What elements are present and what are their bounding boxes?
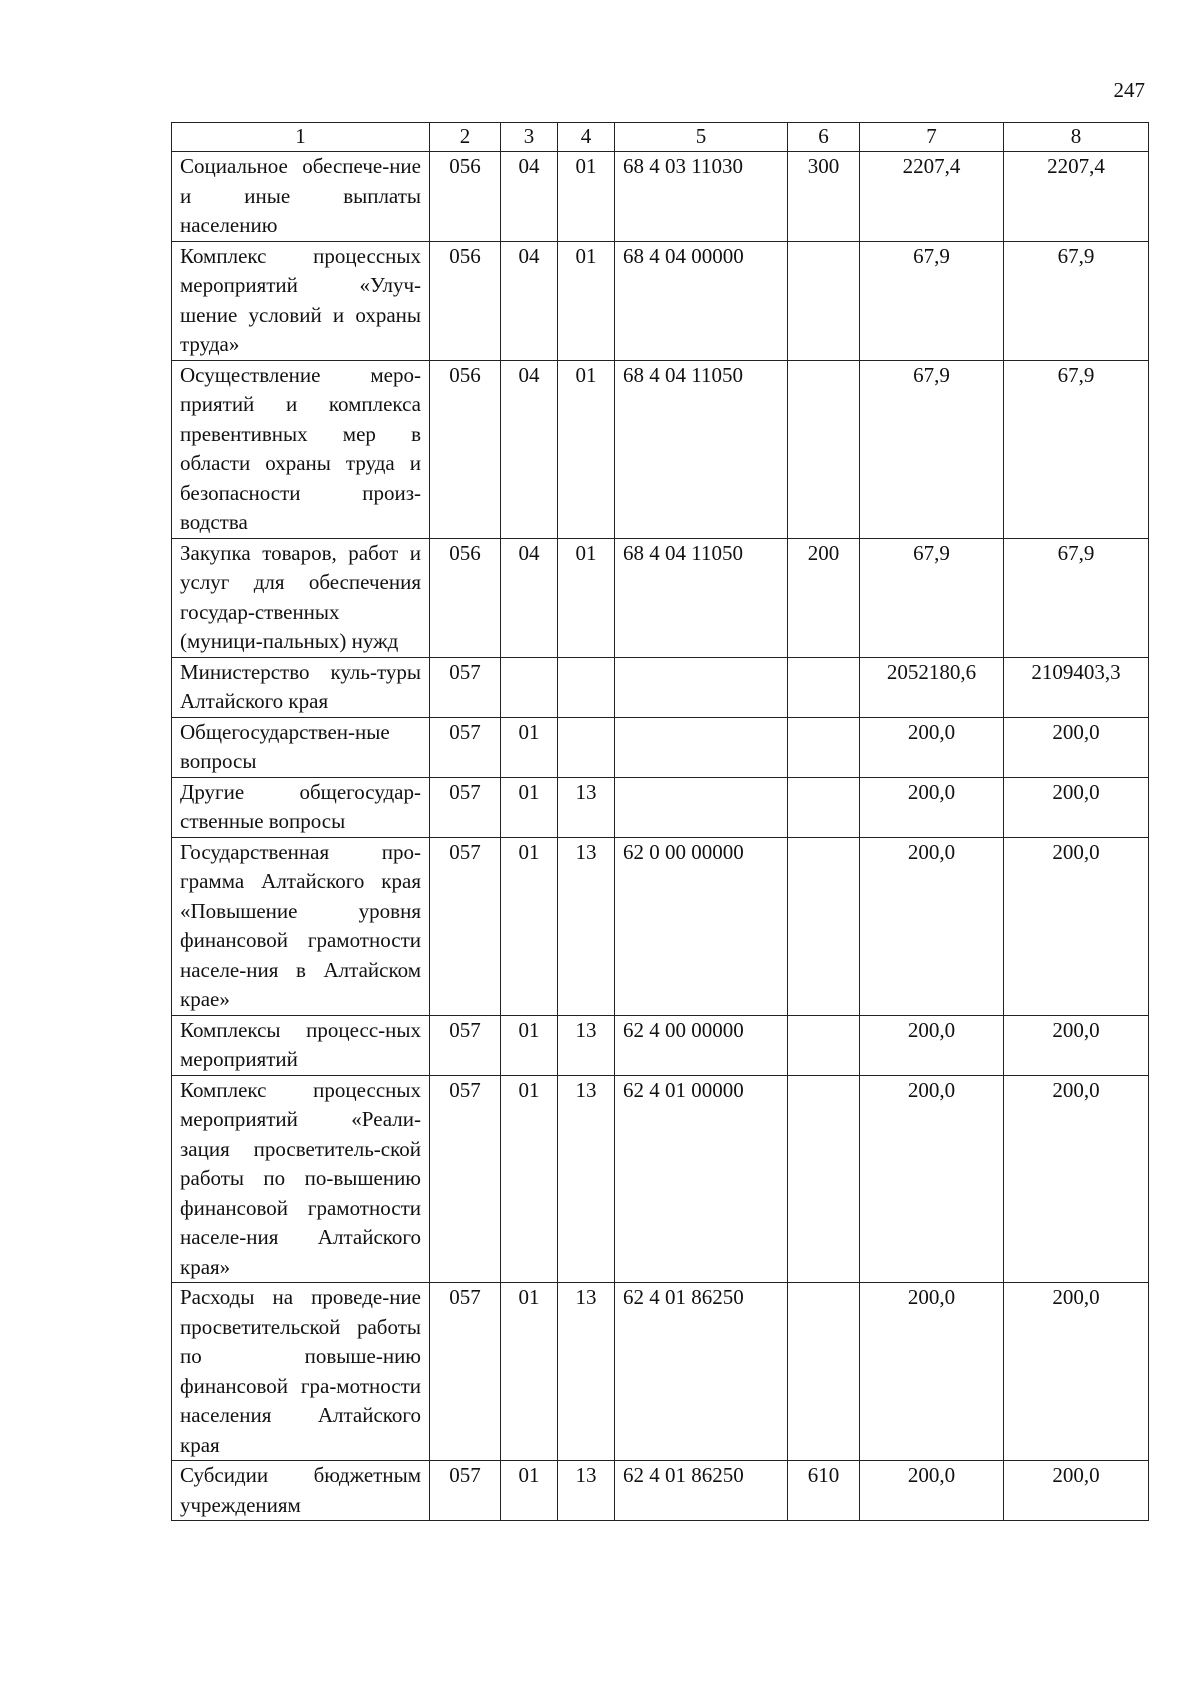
amount-year-1-cell: 200,0 bbox=[860, 717, 1004, 777]
table-row bbox=[172, 152, 1149, 242]
item-name-cell: Субсидии бюджетным учреждениям bbox=[172, 1461, 430, 1521]
item-name-cell: Комплекс процессных мероприятий «Улуч-шение условий и охраны труда» bbox=[172, 241, 430, 360]
table-row bbox=[172, 538, 1149, 657]
section-code-cell: 01 bbox=[501, 837, 558, 1015]
expense-type-code-cell bbox=[788, 1283, 860, 1461]
ministry-code-cell: 057 bbox=[430, 657, 501, 717]
target-item-code-cell: 62 0 00 00000 bbox=[615, 837, 788, 1015]
column-header: 5 bbox=[615, 123, 788, 152]
section-code-cell: 01 bbox=[501, 1015, 558, 1075]
amount-year-2-cell: 200,0 bbox=[1004, 717, 1149, 777]
expense-type-code-cell bbox=[788, 837, 860, 1015]
expense-type-code-cell bbox=[788, 657, 860, 717]
column-header: 8 bbox=[1004, 123, 1149, 152]
table-row bbox=[172, 777, 1149, 837]
target-item-code-cell bbox=[615, 717, 788, 777]
section-code-cell: 04 bbox=[501, 538, 558, 657]
target-item-code-cell: 68 4 04 11050 bbox=[615, 360, 788, 538]
target-item-code-cell bbox=[615, 777, 788, 837]
section-code-cell: 01 bbox=[501, 1461, 558, 1521]
table-row bbox=[172, 360, 1149, 538]
target-item-code-cell: 68 4 03 11030 bbox=[615, 152, 788, 242]
amount-year-1-cell: 67,9 bbox=[860, 241, 1004, 360]
ministry-code-cell: 057 bbox=[430, 837, 501, 1015]
target-item-code-cell: 62 4 01 86250 bbox=[615, 1461, 788, 1521]
expense-type-code-cell bbox=[788, 1075, 860, 1283]
ministry-code-cell: 057 bbox=[430, 717, 501, 777]
subsection-code-cell: 01 bbox=[558, 538, 615, 657]
budget-table bbox=[171, 122, 1149, 1521]
table-row bbox=[172, 1075, 1149, 1283]
amount-year-2-cell: 67,9 bbox=[1004, 360, 1149, 538]
ministry-code-cell: 057 bbox=[430, 1283, 501, 1461]
ministry-code-cell: 056 bbox=[430, 360, 501, 538]
table-row bbox=[172, 717, 1149, 777]
expense-type-code-cell bbox=[788, 777, 860, 837]
subsection-code-cell: 13 bbox=[558, 1461, 615, 1521]
ministry-code-cell: 057 bbox=[430, 1015, 501, 1075]
header-row bbox=[172, 123, 1149, 152]
target-item-code-cell: 62 4 01 86250 bbox=[615, 1283, 788, 1461]
page-number: 247 bbox=[1113, 78, 1145, 102]
section-code-cell bbox=[501, 657, 558, 717]
subsection-code-cell: 13 bbox=[558, 777, 615, 837]
expense-type-code-cell: 610 bbox=[788, 1461, 860, 1521]
item-name-cell: Общегосударствен-ные вопросы bbox=[172, 717, 430, 777]
section-code-cell: 04 bbox=[501, 360, 558, 538]
subsection-code-cell: 13 bbox=[558, 1075, 615, 1283]
expense-type-code-cell: 200 bbox=[788, 538, 860, 657]
section-code-cell: 01 bbox=[501, 717, 558, 777]
amount-year-1-cell: 200,0 bbox=[860, 837, 1004, 1015]
table-body bbox=[172, 152, 1149, 1521]
subsection-code-cell: 13 bbox=[558, 1283, 615, 1461]
amount-year-2-cell: 200,0 bbox=[1004, 1015, 1149, 1075]
column-header: 7 bbox=[860, 123, 1004, 152]
subsection-code-cell bbox=[558, 657, 615, 717]
amount-year-1-cell: 200,0 bbox=[860, 1283, 1004, 1461]
column-header: 2 bbox=[430, 123, 501, 152]
target-item-code-cell: 68 4 04 11050 bbox=[615, 538, 788, 657]
target-item-code-cell: 62 4 00 00000 bbox=[615, 1015, 788, 1075]
amount-year-1-cell: 200,0 bbox=[860, 1461, 1004, 1521]
amount-year-2-cell: 200,0 bbox=[1004, 837, 1149, 1015]
section-code-cell: 04 bbox=[501, 241, 558, 360]
item-name-cell: Государственная про-грамма Алтайского края «Повышение уровня финансовой грамотности населе-ния в Алтайском крае» bbox=[172, 837, 430, 1015]
expense-type-code-cell bbox=[788, 1015, 860, 1075]
section-code-cell: 01 bbox=[501, 777, 558, 837]
subsection-code-cell bbox=[558, 717, 615, 777]
table-row bbox=[172, 241, 1149, 360]
amount-year-2-cell: 200,0 bbox=[1004, 1461, 1149, 1521]
item-name-cell: Комплексы процесс-ных мероприятий bbox=[172, 1015, 430, 1075]
target-item-code-cell: 68 4 04 00000 bbox=[615, 241, 788, 360]
table-row bbox=[172, 657, 1149, 717]
section-code-cell: 01 bbox=[501, 1075, 558, 1283]
target-item-code-cell: 62 4 01 00000 bbox=[615, 1075, 788, 1283]
section-code-cell: 01 bbox=[501, 1283, 558, 1461]
amount-year-1-cell: 67,9 bbox=[860, 538, 1004, 657]
subsection-code-cell: 13 bbox=[558, 1015, 615, 1075]
table-row bbox=[172, 1283, 1149, 1461]
expense-type-code-cell bbox=[788, 241, 860, 360]
item-name-cell: Осуществление меро-приятий и комплекса превентивных мер в области охраны труда и безопасности произ-водства bbox=[172, 360, 430, 538]
column-header: 4 bbox=[558, 123, 615, 152]
item-name-cell: Комплекс процессных мероприятий «Реали-зация просветитель-ской работы по по-вышению финансовой грамотности населе-ния Алтайского края» bbox=[172, 1075, 430, 1283]
ministry-code-cell: 056 bbox=[430, 241, 501, 360]
expense-type-code-cell bbox=[788, 717, 860, 777]
ministry-code-cell: 056 bbox=[430, 538, 501, 657]
column-header: 3 bbox=[501, 123, 558, 152]
ministry-code-cell: 057 bbox=[430, 777, 501, 837]
expense-type-code-cell bbox=[788, 360, 860, 538]
amount-year-1-cell: 200,0 bbox=[860, 1015, 1004, 1075]
amount-year-2-cell: 200,0 bbox=[1004, 777, 1149, 837]
item-name-cell: Социальное обеспече-ние и иные выплаты населению bbox=[172, 152, 430, 242]
item-name-cell: Министерство куль-туры Алтайского края bbox=[172, 657, 430, 717]
section-code-cell: 04 bbox=[501, 152, 558, 242]
item-name-cell: Закупка товаров, работ и услуг для обеспечения государ-ственных (муници-пальных) нужд bbox=[172, 538, 430, 657]
amount-year-2-cell: 2207,4 bbox=[1004, 152, 1149, 242]
amount-year-1-cell: 67,9 bbox=[860, 360, 1004, 538]
expense-type-code-cell: 300 bbox=[788, 152, 860, 242]
amount-year-1-cell: 2207,4 bbox=[860, 152, 1004, 242]
amount-year-1-cell: 2052180,6 bbox=[860, 657, 1004, 717]
column-header: 6 bbox=[788, 123, 860, 152]
subsection-code-cell: 13 bbox=[558, 837, 615, 1015]
amount-year-2-cell: 200,0 bbox=[1004, 1283, 1149, 1461]
table-row bbox=[172, 1015, 1149, 1075]
subsection-code-cell: 01 bbox=[558, 152, 615, 242]
subsection-code-cell: 01 bbox=[558, 241, 615, 360]
amount-year-1-cell: 200,0 bbox=[860, 1075, 1004, 1283]
column-header: 1 bbox=[172, 123, 430, 152]
target-item-code-cell bbox=[615, 657, 788, 717]
table-row bbox=[172, 1461, 1149, 1521]
subsection-code-cell: 01 bbox=[558, 360, 615, 538]
amount-year-2-cell: 67,9 bbox=[1004, 538, 1149, 657]
ministry-code-cell: 056 bbox=[430, 152, 501, 242]
amount-year-2-cell: 2109403,3 bbox=[1004, 657, 1149, 717]
table-row bbox=[172, 837, 1149, 1015]
ministry-code-cell: 057 bbox=[430, 1075, 501, 1283]
amount-year-2-cell: 200,0 bbox=[1004, 1075, 1149, 1283]
item-name-cell: Другие общегосудар-ственные вопросы bbox=[172, 777, 430, 837]
amount-year-1-cell: 200,0 bbox=[860, 777, 1004, 837]
ministry-code-cell: 057 bbox=[430, 1461, 501, 1521]
item-name-cell: Расходы на проведе-ние просветительской работы по повыше-нию финансовой гра-мотности населения Алтайского края bbox=[172, 1283, 430, 1461]
amount-year-2-cell: 67,9 bbox=[1004, 241, 1149, 360]
